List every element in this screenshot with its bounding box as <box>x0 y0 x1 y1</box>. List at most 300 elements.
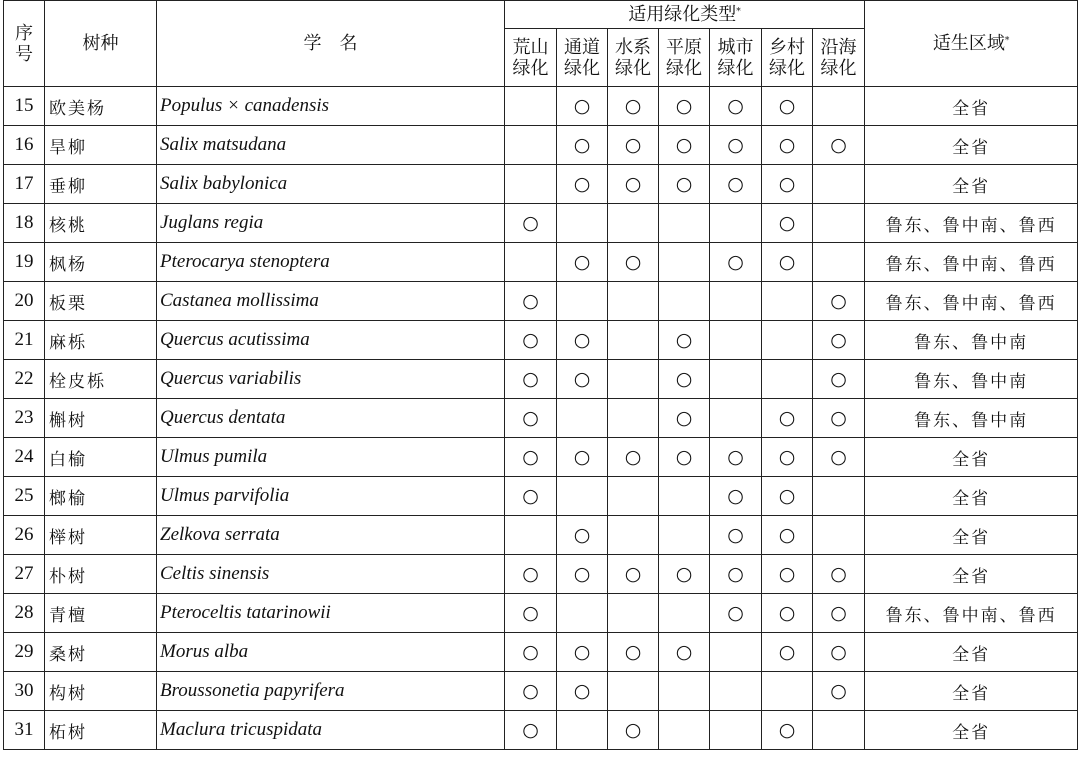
scientific-name: Populus × canadensis <box>157 87 505 126</box>
header-type-line1: 城市 <box>717 36 754 58</box>
header-seq <box>4 1 45 87</box>
type-cell-0 <box>505 321 557 360</box>
type-cell-5 <box>762 282 813 321</box>
scientific-name: Zelkova serrata <box>157 516 505 555</box>
suitable-mark: ○ <box>675 95 693 117</box>
type-cell-0 <box>505 243 557 282</box>
suitable-mark: ○ <box>830 680 847 702</box>
suitable-mark: ○ <box>624 134 642 156</box>
header-type-line2: 绿化 <box>769 57 805 79</box>
table-row <box>4 87 1078 126</box>
suitable-mark: ○ <box>778 95 796 117</box>
suitable-mark: ○ <box>727 602 744 624</box>
type-cell-6 <box>813 594 865 633</box>
header-type-2 <box>608 29 659 87</box>
type-cell-3 <box>659 555 710 594</box>
type-cell-3 <box>659 594 710 633</box>
suitable-mark: ○ <box>675 563 693 585</box>
type-cell-2 <box>608 321 659 360</box>
species-name: 旱柳 <box>45 126 157 165</box>
type-cell-5 <box>762 243 813 282</box>
species-name: 枫杨 <box>45 243 157 282</box>
header-green-types-note: * <box>736 7 741 17</box>
type-cell-2 <box>608 594 659 633</box>
suitable-mark: ○ <box>522 680 539 702</box>
type-cell-4 <box>710 126 762 165</box>
type-cell-0 <box>505 165 557 204</box>
type-cell-2 <box>608 672 659 711</box>
region-cell: 鲁东、鲁中南、鲁西 <box>865 594 1078 633</box>
table-row <box>4 672 1078 711</box>
row-number: 26 <box>4 516 45 555</box>
type-cell-3 <box>659 711 710 750</box>
row-number: 30 <box>4 672 45 711</box>
type-cell-5 <box>762 516 813 555</box>
type-cell-1 <box>557 438 608 477</box>
table-row <box>4 360 1078 399</box>
row-number: 19 <box>4 243 45 282</box>
suitable-mark: ○ <box>727 173 744 195</box>
type-cell-1 <box>557 321 608 360</box>
type-cell-0 <box>505 282 557 321</box>
header-region-label: 适生区域 <box>932 33 1005 54</box>
type-cell-2 <box>608 165 659 204</box>
suitable-mark: ○ <box>624 173 642 195</box>
type-cell-0 <box>505 204 557 243</box>
type-cell-3 <box>659 399 710 438</box>
type-cell-5 <box>762 87 813 126</box>
region-cell: 全省 <box>865 165 1078 204</box>
suitable-mark: ○ <box>778 407 796 429</box>
type-cell-0 <box>505 516 557 555</box>
type-cell-6 <box>813 438 865 477</box>
type-cell-2 <box>608 633 659 672</box>
header-seq-line1: 序 <box>15 22 33 44</box>
type-cell-5 <box>762 204 813 243</box>
type-cell-6 <box>813 399 865 438</box>
header-type-line2: 绿化 <box>666 57 702 79</box>
region-cell: 全省 <box>865 633 1078 672</box>
suitable-mark: ○ <box>522 485 539 507</box>
type-cell-1 <box>557 516 608 555</box>
type-cell-5 <box>762 672 813 711</box>
type-cell-4 <box>710 399 762 438</box>
header-species: 树种 <box>45 1 157 87</box>
region-cell: 鲁东、鲁中南、鲁西 <box>865 282 1078 321</box>
suitable-mark: ○ <box>624 251 642 273</box>
header-type-line1: 乡村 <box>769 36 805 58</box>
suitable-mark: ○ <box>727 524 744 546</box>
type-cell-6 <box>813 204 865 243</box>
type-cell-4 <box>710 633 762 672</box>
type-cell-6 <box>813 555 865 594</box>
table-row <box>4 711 1078 750</box>
header-type-line1: 通道 <box>564 36 600 58</box>
suitable-mark: ○ <box>778 485 796 507</box>
type-cell-5 <box>762 711 813 750</box>
table-row <box>4 126 1078 165</box>
suitable-mark: ○ <box>522 563 539 585</box>
type-cell-0 <box>505 126 557 165</box>
species-name: 栓皮栎 <box>45 360 157 399</box>
suitable-mark: ○ <box>830 407 847 429</box>
type-cell-3 <box>659 516 710 555</box>
type-cell-6 <box>813 516 865 555</box>
scientific-name: Salix matsudana <box>157 126 505 165</box>
suitable-mark: ○ <box>573 173 591 195</box>
region-cell: 全省 <box>865 555 1078 594</box>
table-row <box>4 516 1078 555</box>
type-cell-2 <box>608 399 659 438</box>
type-cell-0 <box>505 477 557 516</box>
row-number: 29 <box>4 633 45 672</box>
species-name: 核桃 <box>45 204 157 243</box>
type-cell-6 <box>813 360 865 399</box>
row-number: 23 <box>4 399 45 438</box>
suitable-mark: ○ <box>573 680 591 702</box>
type-cell-2 <box>608 282 659 321</box>
suitable-mark: ○ <box>778 641 796 663</box>
suitable-mark: ○ <box>624 446 642 468</box>
region-cell: 全省 <box>865 516 1078 555</box>
scientific-name: Juglans regia <box>157 204 505 243</box>
scientific-name: Pteroceltis tatarinowii <box>157 594 505 633</box>
type-cell-1 <box>557 87 608 126</box>
species-name: 柘树 <box>45 711 157 750</box>
scientific-name: Salix babylonica <box>157 165 505 204</box>
type-cell-2 <box>608 477 659 516</box>
type-cell-0 <box>505 672 557 711</box>
type-cell-6 <box>813 477 865 516</box>
scientific-name: Celtis sinensis <box>157 555 505 594</box>
type-cell-6 <box>813 243 865 282</box>
type-cell-5 <box>762 399 813 438</box>
type-cell-3 <box>659 282 710 321</box>
header-sci-name: 学 名 <box>157 1 505 87</box>
type-cell-1 <box>557 243 608 282</box>
table-body <box>4 87 1078 750</box>
header-type-line1: 荒山 <box>512 36 549 58</box>
row-number: 31 <box>4 711 45 750</box>
scientific-name: Quercus dentata <box>157 399 505 438</box>
suitable-mark: ○ <box>778 251 796 273</box>
type-cell-4 <box>710 711 762 750</box>
type-cell-0 <box>505 633 557 672</box>
type-cell-2 <box>608 243 659 282</box>
suitable-mark: ○ <box>778 134 796 156</box>
type-cell-6 <box>813 321 865 360</box>
type-cell-0 <box>505 438 557 477</box>
type-cell-1 <box>557 204 608 243</box>
suitable-mark: ○ <box>573 563 591 585</box>
species-name: 白榆 <box>45 438 157 477</box>
row-number: 25 <box>4 477 45 516</box>
type-cell-2 <box>608 360 659 399</box>
type-cell-1 <box>557 594 608 633</box>
suitable-mark: ○ <box>778 524 796 546</box>
suitable-mark: ○ <box>778 602 796 624</box>
suitable-mark: ○ <box>675 368 693 390</box>
type-cell-4 <box>710 87 762 126</box>
type-cell-4 <box>710 672 762 711</box>
suitable-mark: ○ <box>830 563 847 585</box>
species-name: 欧美杨 <box>45 87 157 126</box>
row-number: 15 <box>4 87 45 126</box>
header-green-types <box>505 1 865 29</box>
type-cell-4 <box>710 243 762 282</box>
suitable-mark: ○ <box>522 719 539 741</box>
suitable-mark: ○ <box>727 134 744 156</box>
suitable-mark: ○ <box>830 368 847 390</box>
table-row <box>4 204 1078 243</box>
table-row <box>4 633 1078 672</box>
type-cell-1 <box>557 165 608 204</box>
type-cell-5 <box>762 438 813 477</box>
type-cell-5 <box>762 633 813 672</box>
region-cell: 全省 <box>865 126 1078 165</box>
suitable-mark: ○ <box>573 641 591 663</box>
table-row <box>4 165 1078 204</box>
type-cell-3 <box>659 165 710 204</box>
row-number: 18 <box>4 204 45 243</box>
scientific-name: Quercus acutissima <box>157 321 505 360</box>
type-cell-6 <box>813 672 865 711</box>
type-cell-3 <box>659 87 710 126</box>
table-row <box>4 243 1078 282</box>
row-number: 24 <box>4 438 45 477</box>
scientific-name: Morus alba <box>157 633 505 672</box>
suitable-mark: ○ <box>522 329 539 351</box>
suitable-mark: ○ <box>727 446 744 468</box>
table-row <box>4 594 1078 633</box>
table-row <box>4 282 1078 321</box>
species-name: 榉树 <box>45 516 157 555</box>
region-cell: 鲁东、鲁中南、鲁西 <box>865 243 1078 282</box>
type-cell-3 <box>659 243 710 282</box>
type-cell-5 <box>762 360 813 399</box>
type-cell-0 <box>505 360 557 399</box>
row-number: 22 <box>4 360 45 399</box>
region-cell: 鲁东、鲁中南 <box>865 360 1078 399</box>
region-cell: 鲁东、鲁中南、鲁西 <box>865 204 1078 243</box>
type-cell-3 <box>659 204 710 243</box>
species-name: 朴树 <box>45 555 157 594</box>
suitable-mark: ○ <box>727 563 744 585</box>
type-cell-5 <box>762 321 813 360</box>
type-cell-4 <box>710 477 762 516</box>
suitable-mark: ○ <box>573 368 591 390</box>
region-cell: 鲁东、鲁中南 <box>865 321 1078 360</box>
type-cell-1 <box>557 555 608 594</box>
type-cell-4 <box>710 321 762 360</box>
type-cell-3 <box>659 360 710 399</box>
type-cell-4 <box>710 516 762 555</box>
table-row <box>4 477 1078 516</box>
suitable-mark: ○ <box>727 251 744 273</box>
type-cell-5 <box>762 594 813 633</box>
table-row <box>4 438 1078 477</box>
suitable-mark: ○ <box>675 134 693 156</box>
suitable-mark: ○ <box>778 719 796 741</box>
row-number: 28 <box>4 594 45 633</box>
species-table <box>3 0 1078 750</box>
suitable-mark: ○ <box>573 134 591 156</box>
header-type-0 <box>505 29 557 87</box>
type-cell-3 <box>659 633 710 672</box>
row-number: 27 <box>4 555 45 594</box>
type-cell-0 <box>505 594 557 633</box>
header-type-line1: 水系 <box>615 36 651 58</box>
species-name: 桑树 <box>45 633 157 672</box>
type-cell-3 <box>659 672 710 711</box>
suitable-mark: ○ <box>624 641 642 663</box>
suitable-mark: ○ <box>778 173 796 195</box>
species-name: 槲树 <box>45 399 157 438</box>
suitable-mark: ○ <box>830 602 847 624</box>
suitable-mark: ○ <box>522 446 539 468</box>
type-cell-2 <box>608 711 659 750</box>
suitable-mark: ○ <box>573 524 591 546</box>
table-row <box>4 399 1078 438</box>
species-name: 青檀 <box>45 594 157 633</box>
suitable-mark: ○ <box>573 329 591 351</box>
suitable-mark: ○ <box>522 602 539 624</box>
suitable-mark: ○ <box>522 407 539 429</box>
suitable-mark: ○ <box>624 719 642 741</box>
type-cell-3 <box>659 477 710 516</box>
type-cell-2 <box>608 516 659 555</box>
species-name: 板栗 <box>45 282 157 321</box>
scientific-name: Ulmus pumila <box>157 438 505 477</box>
scientific-name: Maclura tricuspidata <box>157 711 505 750</box>
suitable-mark: ○ <box>522 290 539 312</box>
type-cell-4 <box>710 438 762 477</box>
type-cell-5 <box>762 477 813 516</box>
type-cell-1 <box>557 711 608 750</box>
type-cell-0 <box>505 555 557 594</box>
header-type-line2: 绿化 <box>820 57 857 79</box>
header-seq-line2: 号 <box>15 43 33 65</box>
type-cell-6 <box>813 711 865 750</box>
type-cell-0 <box>505 87 557 126</box>
suitable-mark: ○ <box>727 95 744 117</box>
region-cell: 鲁东、鲁中南 <box>865 399 1078 438</box>
type-cell-0 <box>505 399 557 438</box>
row-number: 17 <box>4 165 45 204</box>
species-name: 垂柳 <box>45 165 157 204</box>
region-cell: 全省 <box>865 438 1078 477</box>
suitable-mark: ○ <box>624 563 642 585</box>
table-row <box>4 555 1078 594</box>
header-type-line2: 绿化 <box>717 57 754 79</box>
type-cell-0 <box>505 711 557 750</box>
row-number: 16 <box>4 126 45 165</box>
scientific-name: Castanea mollissima <box>157 282 505 321</box>
suitable-mark: ○ <box>522 212 539 234</box>
header-type-line1: 沿海 <box>820 36 857 58</box>
region-cell: 全省 <box>865 87 1078 126</box>
header-type-6 <box>813 29 865 87</box>
type-cell-1 <box>557 633 608 672</box>
table-header <box>4 1 1078 87</box>
header-type-5 <box>762 29 813 87</box>
type-cell-4 <box>710 204 762 243</box>
scientific-name: Quercus variabilis <box>157 360 505 399</box>
type-cell-1 <box>557 282 608 321</box>
type-cell-4 <box>710 360 762 399</box>
species-name: 构树 <box>45 672 157 711</box>
type-cell-5 <box>762 126 813 165</box>
type-cell-2 <box>608 555 659 594</box>
suitable-mark: ○ <box>778 563 796 585</box>
type-cell-1 <box>557 360 608 399</box>
suitable-mark: ○ <box>830 641 847 663</box>
type-cell-2 <box>608 126 659 165</box>
suitable-mark: ○ <box>573 251 591 273</box>
type-cell-4 <box>710 594 762 633</box>
suitable-mark: ○ <box>675 407 693 429</box>
suitable-mark: ○ <box>778 446 796 468</box>
suitable-mark: ○ <box>573 95 591 117</box>
type-cell-6 <box>813 87 865 126</box>
row-number: 21 <box>4 321 45 360</box>
row-number: 20 <box>4 282 45 321</box>
suitable-mark: ○ <box>727 485 744 507</box>
type-cell-2 <box>608 438 659 477</box>
header-type-1 <box>557 29 608 87</box>
suitable-mark: ○ <box>675 329 693 351</box>
header-type-line2: 绿化 <box>615 57 651 79</box>
suitable-mark: ○ <box>830 290 847 312</box>
suitable-mark: ○ <box>624 95 642 117</box>
header-type-4 <box>710 29 762 87</box>
suitable-mark: ○ <box>830 329 847 351</box>
species-name: 榔榆 <box>45 477 157 516</box>
region-cell: 全省 <box>865 672 1078 711</box>
species-name: 麻栎 <box>45 321 157 360</box>
suitable-mark: ○ <box>522 368 539 390</box>
region-cell: 全省 <box>865 711 1078 750</box>
type-cell-1 <box>557 126 608 165</box>
suitable-mark: ○ <box>675 446 693 468</box>
type-cell-2 <box>608 204 659 243</box>
type-cell-6 <box>813 282 865 321</box>
type-cell-5 <box>762 165 813 204</box>
region-cell: 全省 <box>865 477 1078 516</box>
header-type-3 <box>659 29 710 87</box>
header-region <box>865 1 1078 87</box>
type-cell-3 <box>659 321 710 360</box>
type-cell-4 <box>710 282 762 321</box>
suitable-mark: ○ <box>830 446 847 468</box>
type-cell-6 <box>813 165 865 204</box>
suitable-mark: ○ <box>573 446 591 468</box>
scientific-name: Pterocarya stenoptera <box>157 243 505 282</box>
header-region-note: * <box>1004 36 1010 46</box>
type-cell-4 <box>710 555 762 594</box>
type-cell-6 <box>813 633 865 672</box>
scientific-name: Ulmus parvifolia <box>157 477 505 516</box>
type-cell-6 <box>813 126 865 165</box>
suitable-mark: ○ <box>830 134 847 156</box>
scientific-name: Broussonetia papyrifera <box>157 672 505 711</box>
header-type-line2: 绿化 <box>512 57 549 79</box>
suitable-mark: ○ <box>675 173 693 195</box>
type-cell-1 <box>557 672 608 711</box>
suitable-mark: ○ <box>675 641 693 663</box>
table-row <box>4 321 1078 360</box>
suitable-mark: ○ <box>778 212 796 234</box>
